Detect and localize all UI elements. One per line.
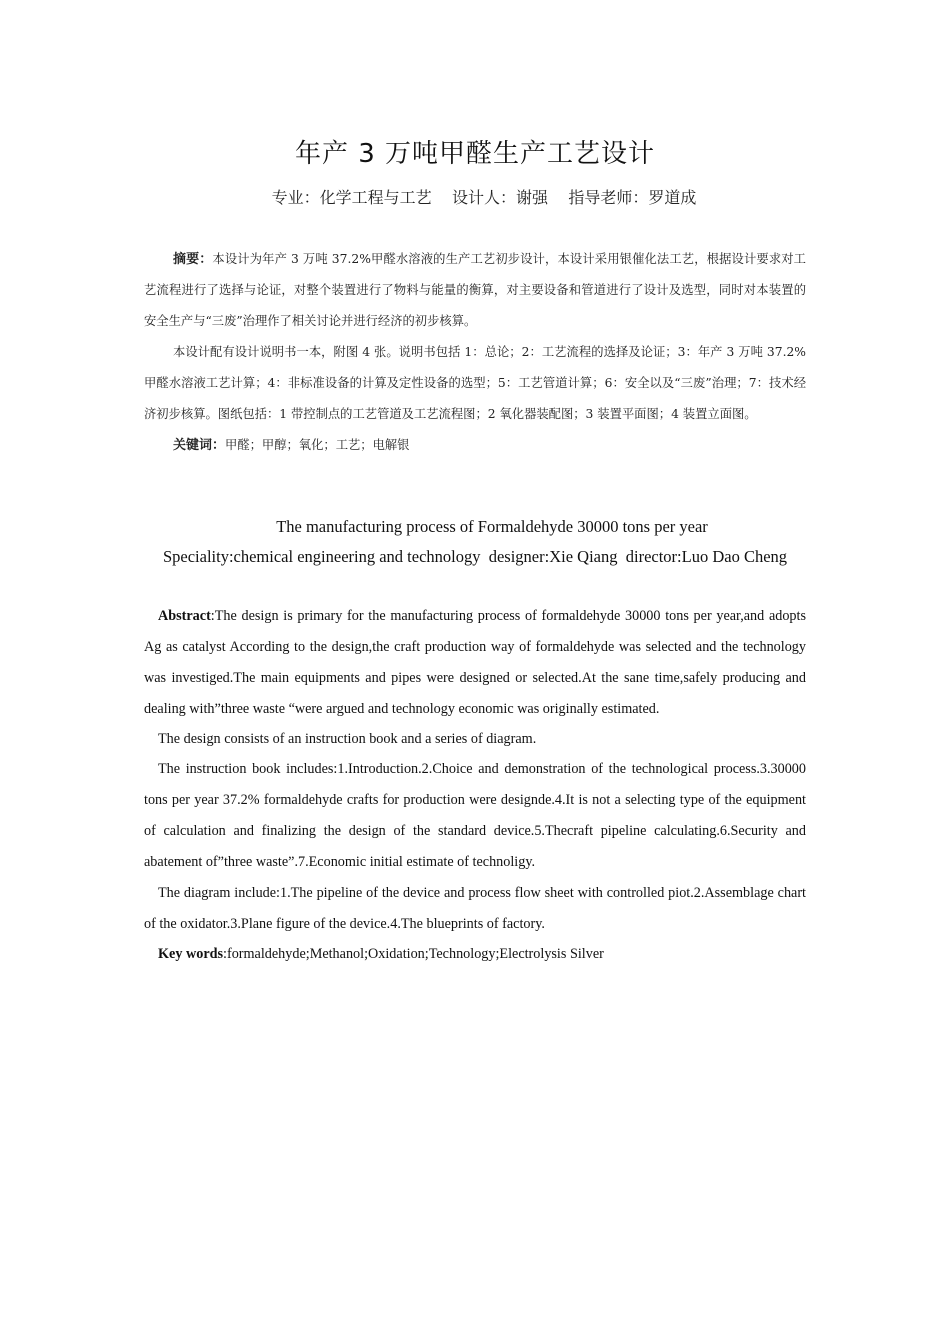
chinese-abstract-section xyxy=(144,244,806,461)
english-abstract-text: :The design is primary for the manufacturing process of formaldehyde 30000 tons per year,and adopts Ag as catalyst According to the design,the craft production way of formaldehyde was selected and the technology was investiged.The main equipments and pipes were designed or selected.At the sane time,safely producing and dealing with”three waste “were argued and technology economic was originally estimated. xyxy=(144,608,806,717)
english-title: The manufacturing process of Formaldehyde 30000 tons per year xyxy=(276,517,708,536)
chinese-abstract-paragraph xyxy=(144,244,806,337)
english-keywords-label: Key words xyxy=(158,946,224,962)
chinese-abstract-label: 摘要： xyxy=(173,252,213,267)
english-abstract-section xyxy=(144,601,806,969)
chinese-description-paragraph: 本设计配有设计说明书一本，附图 4 张。说明书包括 1：总论；2：工艺流程的选择及论证；3：年产 3 万吨 37.2%甲醛水溶液工艺计算；4：非标准设备的计算及定性设备的选型；5：工艺管道计算；6：安全以及“三废”治理；7：技术经济初步核算。图纸包括：1 带控制点的工艺管道及工艺流程图；2 氧化器装配图；3 装置平面图；4 装置立面图。 xyxy=(144,345,806,421)
english-abstract-paragraph xyxy=(144,601,806,725)
english-abstract-label: Abstract xyxy=(158,608,211,624)
english-keywords-paragraph xyxy=(144,940,806,969)
english-instruction-paragraph: The instruction book includes:1.Introduction.2.Choice and demonstration of the technological process.3.30000 tons per year 37.2% formaldehyde crafts for production were designde.4.It is not a selecting type of the equipment of calculation and finalizing the design of the standard device.5.Thecraft pipeline calculating.6.Security and abatement of”three waste”.7.Economic initial estimate of technoligy. xyxy=(144,761,806,870)
chinese-title: 年产 3 万吨甲醛生产工艺设计 xyxy=(294,139,656,169)
english-keywords-text: :formaldehyde;Methanol;Oxidation;Technology;Electrolysis Silver xyxy=(223,946,604,962)
chinese-author-line: 专业：化学工程与工艺 设计人：谢强 指导老师：罗道成 xyxy=(271,188,697,207)
chinese-abstract-text: 本设计为年产 3 万吨 37.2%甲醛水溶液的生产工艺初步设计，本设计采用银催化法工艺，根据设计要求对工艺流程进行了选择与论证，对整个装置进行了物料与能量的衡算，对主要设备和管道进行了设计及选型，同时对本装置的安全生产与“三废”治理作了相关讨论并进行经济的初步核算。 xyxy=(144,252,806,328)
english-design-paragraph: The design consists of an instruction book and a series of diagram. xyxy=(158,731,537,747)
english-diagram-paragraph: The diagram include:1.The pipeline of the device and process flow sheet with controlled piot.2.Assemblage chart of the oxidator.3.Plane figure of the device.4.The blueprints of factory. xyxy=(144,885,806,932)
english-author-line: Speciality:chemical engineering and technology designer:Xie Qiang director:Luo Dao Cheng xyxy=(162,547,788,566)
chinese-keywords-label: 关键词： xyxy=(173,438,226,453)
chinese-keywords-text: 甲醛；甲醇；氧化；工艺；电解银 xyxy=(225,438,410,452)
chinese-keywords-paragraph xyxy=(144,430,806,461)
